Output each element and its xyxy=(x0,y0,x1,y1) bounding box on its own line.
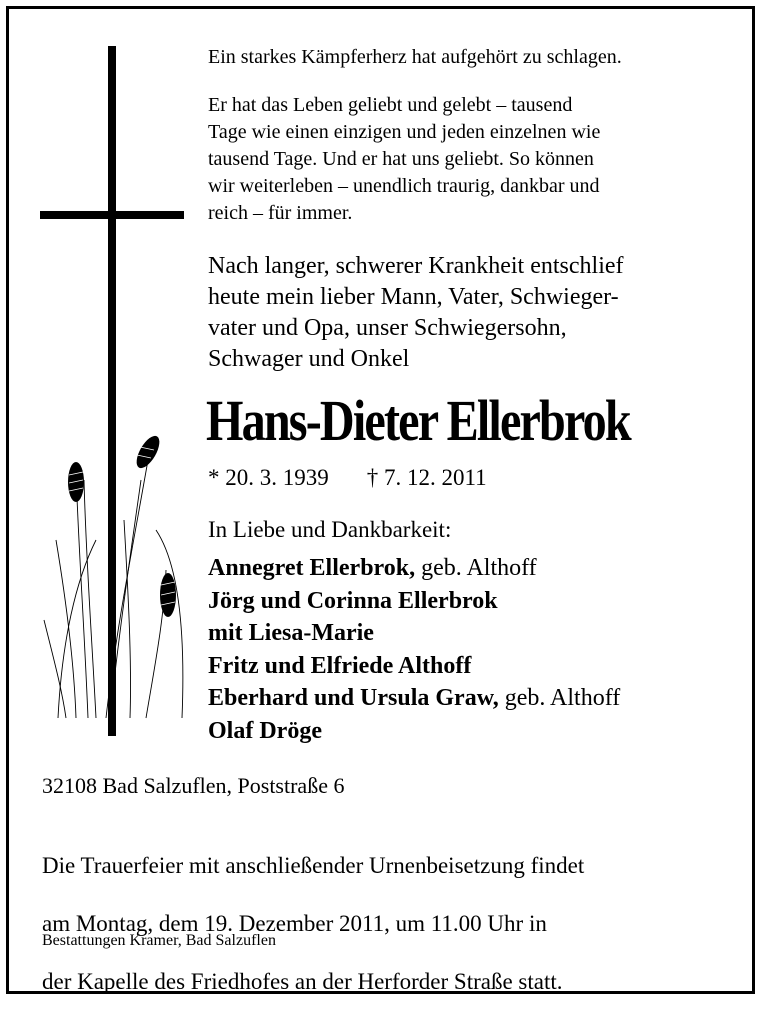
mourner-row xyxy=(208,650,620,683)
birth-date: * 20. 3. 1939 xyxy=(208,465,329,490)
announcement-line: heute mein lieber Mann, Vater, Schwieger- xyxy=(208,284,619,310)
mourner-name: Jörg und Corinna Ellerbrok xyxy=(208,587,498,614)
mourner-row xyxy=(208,552,620,585)
poem-line: Er hat das Leben geliebt und gelebt – tausend xyxy=(208,94,573,116)
mourner-row xyxy=(208,585,620,618)
poem-line: tausend Tage. Und er hat uns geliebt. So können xyxy=(208,148,594,170)
funeral-line: Die Trauerfeier mit anschließender Urnenbeisetzung findet xyxy=(42,853,585,878)
mourner-name: Eberhard und Ursula Graw, xyxy=(208,685,499,711)
address: 32108 Bad Salzuflen, Poststraße 6 xyxy=(42,773,345,798)
announcement-line: vater und Opa, unser Schwiegersohn, xyxy=(208,315,567,341)
deceased-name: Hans-Dieter Ellerbrok xyxy=(206,388,630,453)
mourner-name: Olaf Dröge xyxy=(208,717,322,744)
cross-horizontal-bar xyxy=(40,211,184,219)
mourner-suffix: geb. Althoff xyxy=(415,555,537,581)
announcement xyxy=(208,251,728,375)
wheat-icon xyxy=(36,420,196,720)
funeral-line: der Kapelle des Friedhofes an der Herforder Straße statt. xyxy=(42,969,563,994)
poem xyxy=(208,92,728,227)
funeral-line: am Montag, dem 19. Dezember 2011, um 11.00 Uhr in xyxy=(42,911,547,936)
mourners-list xyxy=(208,552,620,747)
funeral-notice xyxy=(42,822,742,1025)
mourner-name: Fritz und Elfriede Althoff xyxy=(208,652,472,679)
poem-line: reich – für immer. xyxy=(208,202,353,224)
mourner-suffix: geb. Althoff xyxy=(498,685,621,711)
motto: Ein starkes Kämpferherz hat aufgehört zu schlagen. xyxy=(208,46,622,68)
death-date: † 7. 12. 2011 xyxy=(366,465,487,490)
announcement-line: Schwager und Onkel xyxy=(208,346,410,372)
announcement-line: Nach langer, schwerer Krankheit entschlief xyxy=(208,253,624,279)
poem-line: wir weiterleben – unendlich traurig, dankbar und xyxy=(208,175,600,197)
mourner-row xyxy=(208,715,620,748)
mourner-name: Annegret Ellerbrok, xyxy=(208,555,416,581)
thanks-line: In Liebe und Dankbarkeit: xyxy=(208,517,452,542)
mourner-row xyxy=(208,617,620,650)
life-dates xyxy=(208,464,487,492)
poem-line: Tage wie einen einzigen und jeden einzelnen wie xyxy=(208,121,601,143)
mourner-row xyxy=(208,682,620,715)
undertaker: Bestattungen Kramer, Bad Salzuflen xyxy=(42,932,276,949)
mourner-name: mit Liesa-Marie xyxy=(208,620,374,646)
